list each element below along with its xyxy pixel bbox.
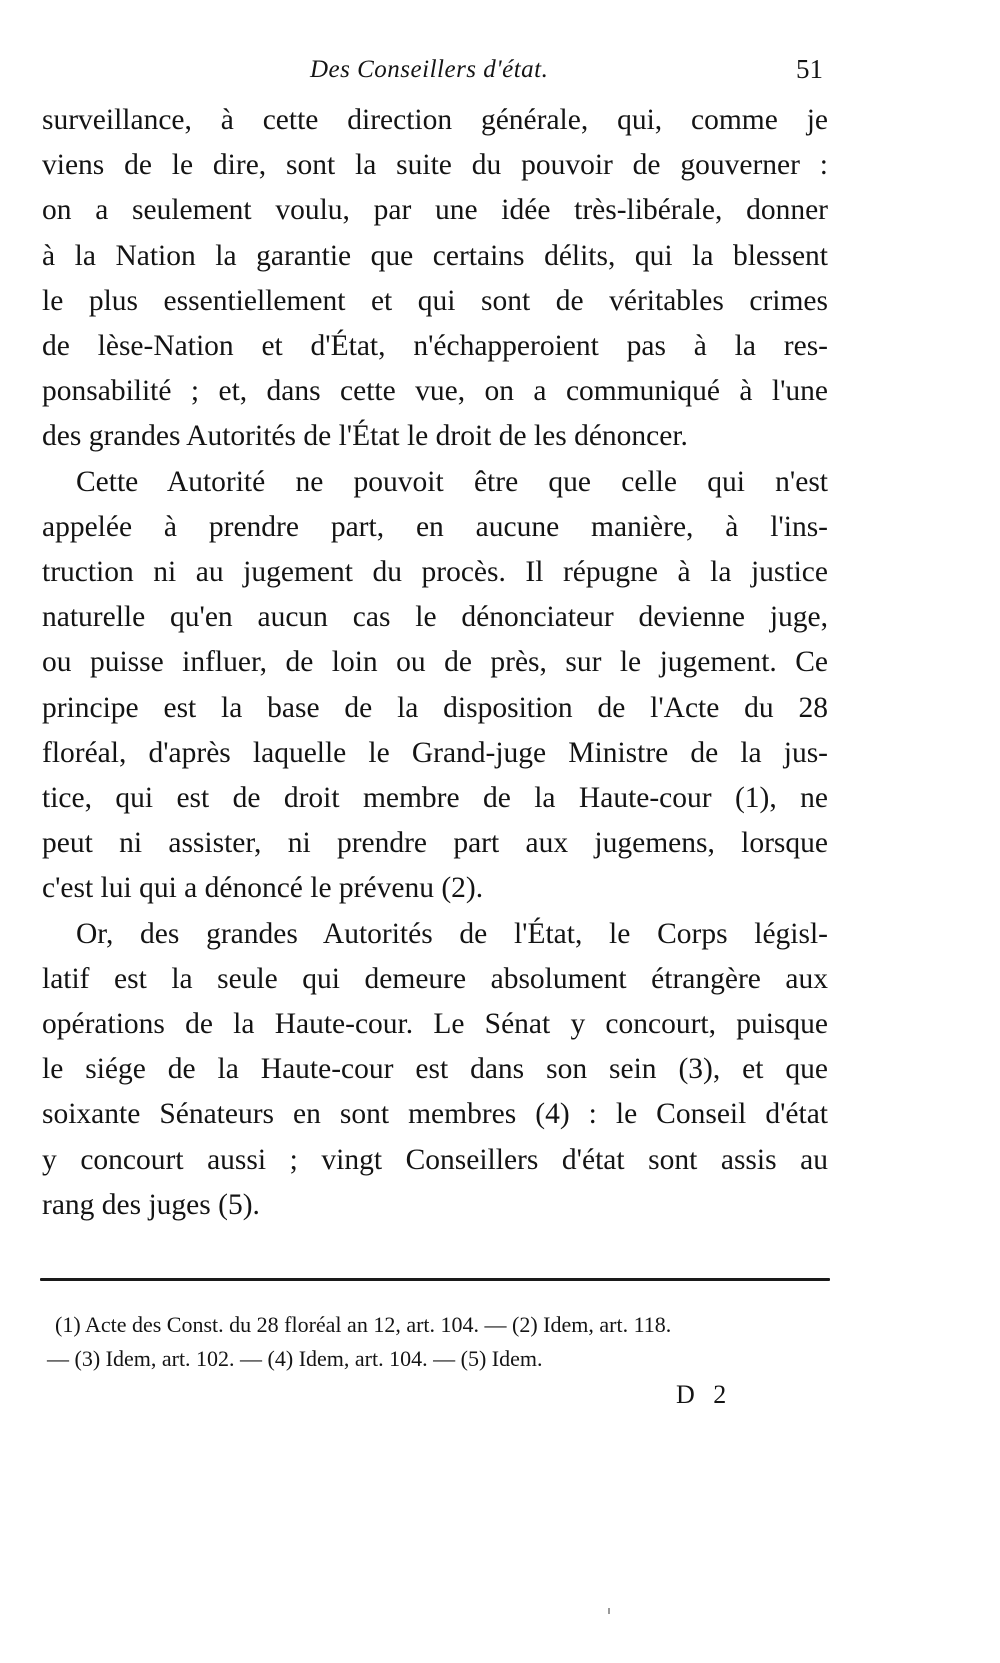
text-line: opérations de la Haute-cour. Le Sénat y concourt, puisque — [42, 1008, 828, 1041]
paragraph-2 — [42, 460, 828, 912]
text-line: à la Nation la garantie que certains délits, qui la blessent — [42, 239, 828, 272]
text-line: floréal, d'après laquelle le Grand-juge Ministre de la jus- — [42, 736, 828, 769]
text-line: naturelle qu'en aucun cas le dénonciateur devienne juge, — [42, 601, 828, 634]
paper-speck — [608, 1608, 610, 1614]
text-line: des grandes Autorités de l'État le droit de les dénoncer. — [42, 420, 688, 453]
text-line: ponsabilité ; et, dans cette vue, on a communiqué à l'une — [42, 375, 828, 408]
text-line: tice, qui est de droit membre de la Haute-cour (1), ne — [42, 782, 828, 815]
signature-mark: D 2 — [676, 1380, 733, 1409]
text-line: truction ni au jugement du procès. Il répugne à la justice — [42, 556, 828, 589]
page-number: 51 — [796, 54, 823, 84]
running-head — [0, 50, 1000, 90]
text-line: on a seulement voulu, par une idée très-libérale, donner — [42, 194, 828, 227]
paragraph-3 — [42, 912, 828, 1228]
text-line: peut ni assister, ni prendre part aux jugemens, lorsque — [42, 827, 828, 860]
text-line: Cette Autorité ne pouvoit être que celle qui n'est — [76, 465, 828, 498]
text-line: viens de le dire, sont la suite du pouvoir de gouverner : — [42, 149, 828, 182]
text-line: le plus essentiellement et qui sont de véritables crimes — [42, 284, 828, 317]
running-title: Des Conseillers d'état. — [310, 56, 549, 83]
text-line: de lèse-Nation et d'État, n'échapperoient pas à la res- — [42, 330, 828, 363]
text-line: appelée à prendre part, en aucune manière, à l'ins- — [42, 510, 828, 543]
footnotes — [47, 1308, 835, 1376]
text-line: rang des juges (5). — [42, 1188, 260, 1221]
text-line: ou puisse influer, de loin ou de près, sur le jugement. Ce — [42, 646, 828, 679]
text-line: principe est la base de la disposition de l'Acte du 28 — [42, 691, 828, 724]
footnote-line: (1) Acte des Const. du 28 floréal an 12, art. 104. — (2) Idem, art. 118. — [55, 1312, 672, 1337]
text-line: soixante Sénateurs en sont membres (4) : le Conseil d'état — [42, 1098, 828, 1131]
text-line: c'est lui qui a dénoncé le prévenu (2). — [42, 872, 484, 905]
text-line: le siége de la Haute-cour est dans son sein (3), et que — [42, 1053, 828, 1086]
body-text — [42, 98, 828, 1228]
text-line: Or, des grandes Autorités de l'État, le Corps législ- — [76, 917, 828, 950]
text-line: surveillance, à cette direction générale, qui, comme je — [42, 104, 828, 136]
text-line: latif est la seule qui demeure absolument étrangère aux — [42, 962, 828, 995]
footnote-divider — [40, 1278, 830, 1281]
text-line: y concourt aussi ; vingt Conseillers d'état sont assis au — [42, 1143, 828, 1176]
paragraph-1 — [42, 98, 828, 460]
footnote-line: — (3) Idem, art. 102. — (4) Idem, art. 104. — (5) Idem. — [47, 1346, 543, 1371]
